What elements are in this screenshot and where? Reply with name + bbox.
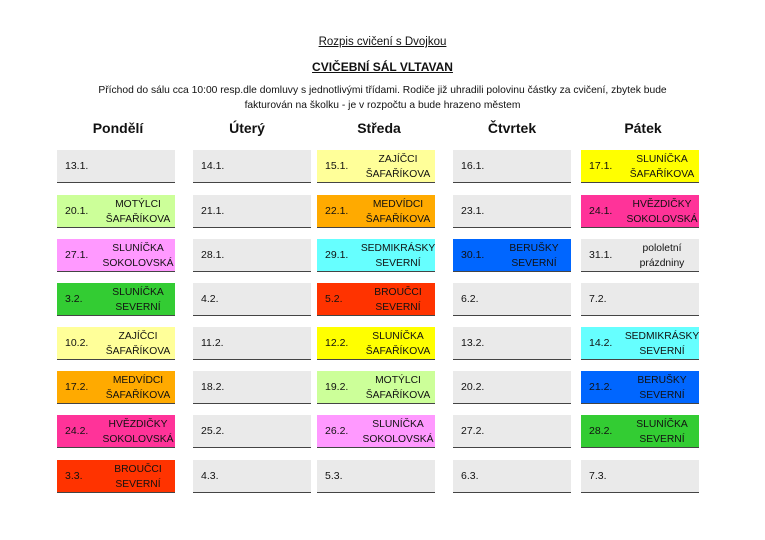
schedule-cell (453, 150, 571, 183)
schedule-cell (317, 415, 435, 448)
cell-date: 11.2. (201, 337, 224, 349)
cell-date: 7.3. (589, 470, 607, 482)
cell-date: 3.3. (65, 470, 83, 482)
schedule-cell (57, 327, 175, 360)
class-label (627, 241, 697, 271)
day-header: Čtvrtek (487, 120, 537, 136)
cell-date: 4.2. (201, 293, 219, 305)
day-header: Pátek (624, 120, 662, 136)
class-label (363, 417, 433, 447)
cell-date: 12.2. (325, 337, 349, 349)
class-name: SLUNÍČKA (372, 331, 424, 342)
cell-date: 3.2. (65, 293, 83, 305)
class-label (360, 241, 436, 271)
class-name: pololetní (642, 243, 682, 254)
cell-date: 7.2. (589, 293, 607, 305)
class-name: HVĚZDIČKY (108, 419, 168, 430)
schedule-cell (57, 283, 175, 316)
cell-date: 19.2. (325, 381, 349, 393)
class-name: SLUNÍČKA (372, 419, 424, 430)
cell-date: 13.1. (65, 160, 89, 172)
class-name: SEDMIKRÁSKY (360, 243, 436, 254)
class-name: SLUNÍČKA (112, 287, 164, 298)
schedule-cell (317, 460, 435, 493)
schedule-cell (193, 283, 311, 316)
class-name: SLUNÍČKA (636, 154, 688, 165)
cell-date: 24.1. (589, 205, 613, 217)
class-label (103, 329, 173, 359)
class-label (363, 197, 433, 227)
class-label (363, 152, 433, 182)
cell-date: 26.2. (325, 425, 349, 437)
schedule-cell (453, 239, 571, 272)
class-name: MOTÝLCI (115, 199, 161, 210)
cell-date: 27.2. (461, 425, 485, 437)
class-location: ŠAFAŘÍKOVA (365, 390, 431, 401)
intro-line-1: Příchod do sálu cca 10:00 resp.dle domluvy s jednotlivými třídami. Rodiče již uhradili polovinu částky za cvičení, zbytek bude (98, 85, 667, 96)
schedule-cell (453, 415, 571, 448)
schedule-cell (57, 150, 175, 183)
class-label (627, 197, 697, 227)
class-location: prázdniny (639, 258, 685, 269)
day-header: Středa (357, 120, 401, 136)
cell-date: 20.1. (65, 205, 89, 217)
schedule-cell (317, 327, 435, 360)
schedule-cell (581, 415, 699, 448)
cell-date: 14.1. (201, 160, 225, 172)
class-label (103, 285, 173, 315)
schedule-cell (57, 195, 175, 228)
day-header: Pondělí (92, 120, 144, 136)
cell-date: 6.2. (461, 293, 479, 305)
cell-date: 4.3. (201, 470, 219, 482)
class-name: BROUČCI (114, 464, 162, 475)
cell-date: 23.1. (461, 205, 485, 217)
class-label (103, 241, 173, 271)
cell-date: 24.2. (65, 425, 89, 437)
class-location: ŠAFAŘÍKOVA (105, 214, 171, 225)
schedule-cell (581, 195, 699, 228)
intro-text (60, 83, 705, 113)
schedule-cell (317, 283, 435, 316)
class-name: ZAJÍČCI (378, 154, 418, 165)
class-label (103, 462, 173, 492)
class-location: SEVERNÍ (511, 258, 557, 269)
cell-date: 5.2. (325, 293, 343, 305)
schedule-cell (453, 371, 571, 404)
class-location: SEVERNÍ (639, 346, 685, 357)
schedule-cell (453, 460, 571, 493)
schedule-cell (57, 415, 175, 448)
class-location: ŠAFAŘÍKOVA (365, 214, 431, 225)
class-label (499, 241, 569, 271)
cell-date: 20.2. (461, 381, 485, 393)
class-name: ZAJÍČCI (118, 331, 158, 342)
class-location: SEVERNÍ (639, 434, 685, 445)
schedule-cell (193, 371, 311, 404)
class-location: SEVERNÍ (115, 479, 161, 490)
class-label (627, 373, 697, 403)
cell-date: 5.3. (325, 470, 343, 482)
class-location: ŠAFAŘÍKOVA (629, 169, 695, 180)
cell-date: 31.1. (589, 249, 613, 261)
schedule-cell (317, 195, 435, 228)
schedule-cell (57, 371, 175, 404)
class-label (627, 417, 697, 447)
class-location: ŠAFAŘÍKOVA (365, 346, 431, 357)
class-location: ŠAFAŘÍKOVA (365, 169, 431, 180)
class-location: ŠAFAŘÍKOVA (105, 346, 171, 357)
class-label (624, 329, 700, 359)
class-name: BROUČCI (374, 287, 422, 298)
schedule-cell (193, 239, 311, 272)
class-name: SEDMIKRÁSKY (624, 331, 700, 342)
schedule-cell (581, 371, 699, 404)
schedule-cell (193, 327, 311, 360)
cell-date: 17.1. (589, 160, 613, 172)
class-name: BERUŠKY (637, 375, 687, 386)
cell-date: 29.1. (325, 249, 349, 261)
cell-date: 13.2. (461, 337, 485, 349)
class-name: MEDVÍDCI (112, 375, 164, 386)
class-location: SOKOLOVSKÁ (626, 214, 698, 225)
cell-date: 16.1. (461, 160, 485, 172)
class-location: SOKOLOVSKÁ (102, 258, 174, 269)
schedule-cell (581, 460, 699, 493)
class-location: SOKOLOVSKÁ (362, 434, 434, 445)
class-location: ŠAFAŘÍKOVA (105, 390, 171, 401)
document-title: Rozpis cvičení s Dvojkou (318, 36, 447, 48)
cell-date: 25.2. (201, 425, 225, 437)
class-location: SEVERNÍ (639, 390, 685, 401)
class-label (103, 197, 173, 227)
class-label (363, 329, 433, 359)
class-name: BERUŠKY (509, 243, 559, 254)
cell-date: 17.2. (65, 381, 89, 393)
cell-date: 18.2. (201, 381, 225, 393)
cell-date: 28.1. (201, 249, 225, 261)
class-name: SLUNÍČKA (112, 243, 164, 254)
schedule-cell (193, 415, 311, 448)
schedule-cell (317, 239, 435, 272)
cell-date: 28.2. (589, 425, 613, 437)
class-label (627, 152, 697, 182)
schedule-cell (317, 150, 435, 183)
class-name: SLUNÍČKA (636, 419, 688, 430)
cell-date: 27.1. (65, 249, 89, 261)
class-location: SEVERNÍ (375, 302, 421, 313)
hall-title: CVIČEBNÍ SÁL VLTAVAN (312, 60, 453, 74)
schedule-cell (581, 239, 699, 272)
schedule-cell (453, 195, 571, 228)
class-label (103, 417, 173, 447)
schedule-cell (453, 283, 571, 316)
class-label (363, 285, 433, 315)
cell-date: 21.1. (201, 205, 225, 217)
class-name: MEDVÍDCI (372, 199, 424, 210)
schedule-cell (57, 460, 175, 493)
class-name: HVĚZDIČKY (632, 199, 692, 210)
cell-date: 14.2. (589, 337, 613, 349)
class-location: SEVERNÍ (115, 302, 161, 313)
schedule-cell (193, 195, 311, 228)
class-location: SEVERNÍ (375, 258, 421, 269)
cell-date: 30.1. (461, 249, 485, 261)
schedule-cell (581, 150, 699, 183)
schedule-cell (57, 239, 175, 272)
class-name: MOTÝLCI (375, 375, 421, 386)
schedule-cell (581, 327, 699, 360)
class-label (363, 373, 433, 403)
class-location: SOKOLOVSKÁ (102, 434, 174, 445)
cell-date: 15.1. (325, 160, 349, 172)
cell-date: 6.3. (461, 470, 479, 482)
cell-date: 22.1. (325, 205, 349, 217)
schedule-cell (193, 150, 311, 183)
cell-date: 10.2. (65, 337, 89, 349)
schedule-cell (193, 460, 311, 493)
schedule-cell (581, 283, 699, 316)
intro-line-2: fakturován na školku - je v rozpočtu a bude hrazeno městem (244, 100, 521, 111)
class-label (103, 373, 173, 403)
schedule-cell (453, 327, 571, 360)
cell-date: 21.2. (589, 381, 613, 393)
day-header: Úterý (229, 120, 265, 136)
schedule-cell (317, 371, 435, 404)
